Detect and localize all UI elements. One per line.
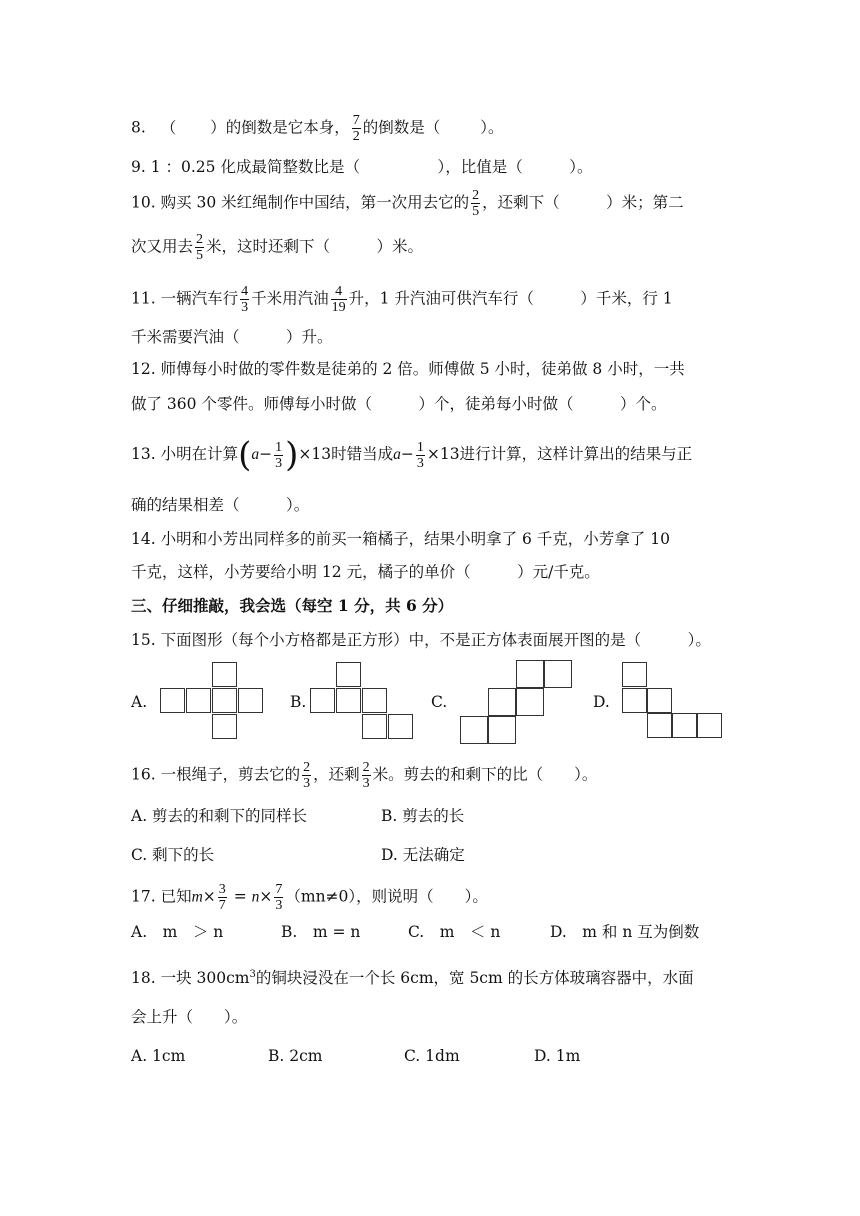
question-8: 8. （ ）的倒数是它本身， $\frac{7}{2}$ 的倒数是（ ）。 [131,113,504,144]
net-figure-d[interactable] [622,662,722,740]
q17-option-a[interactable]: A. m ＞ n [131,923,224,941]
fraction-2-5: $\frac{2}{5}$ [472,188,480,219]
fraction-1-3: $\frac{1}{3}$ [416,439,424,471]
q17-option-c[interactable]: C. m ＜ n [408,923,501,941]
question-13-line-2: 确的结果相差（ ）。 [131,496,310,514]
question-18-line-2: 会上升（ ）。 [131,1008,248,1026]
fraction-2-5: $\frac{2}{5}$ [196,232,204,263]
fraction-3-7: $\frac{3}{7}$ [218,882,226,913]
q17-option-d[interactable]: D. m 和 n 互为倒数 [550,923,700,941]
question-17: 17. 已知m× $\frac{3}{7}$ = n× $\frac{7}{3}$ （mn≠0），则说明（ ）。 [131,882,488,913]
fraction-7-3: $\frac{7}{3}$ [275,882,283,913]
fraction-7-2: $\frac{7}{2}$ [352,113,360,144]
question-18-line-1: 18. 一块 $300cm^3$的铜块浸没在一个长 6cm，宽 5cm 的长方体玻璃容器中，水面 [131,969,694,988]
fraction-1-3: $\frac{1}{3}$ [275,439,283,471]
q18-option-c[interactable]: C. 1dm [404,1047,460,1065]
question-9: 9. 1 ：0.25 化成最简整数比是（ ），比值是（ ）。 [131,158,593,176]
question-11-line-1: 11. 一辆汽车行 $\frac{4}{3}$ 千米用汽油 $\frac{4}{19}$ 升，1 升汽油可供汽车行（ ）千米，行 1 [131,284,673,315]
fraction-2-3: $\frac{2}{3}$ [303,760,311,791]
section-3-title: 三、仔细推敲，我会选（每空 1 分，共 6 分） [131,596,454,615]
q18-option-b[interactable]: B. 2cm [268,1047,323,1065]
q16-option-b[interactable]: B. 剪去的长 [381,807,465,825]
question-12-line-1: 12. 师傅每小时做的零件数是徒弟的 2 倍。师傅做 5 小时，徒弟做 8 小时，一共 [131,360,685,378]
q18-option-d[interactable]: D. 1m [534,1047,581,1065]
option-d-label[interactable]: D. [593,693,610,711]
option-c-label[interactable]: C. [431,693,448,711]
fraction-4-19: $\frac{4}{19}$ [331,284,346,315]
q18-option-a[interactable]: A. 1cm [131,1047,186,1065]
question-11-line-2: 千米需要汽油（ ）升。 [131,328,333,346]
option-a-label[interactable]: A. [131,693,148,711]
q16-option-a[interactable]: A. 剪去的和剩下的同样长 [131,807,308,825]
question-14-line-1: 14. 小明和小芳出同样多的前买一箱橘子，结果小明拿了 6 千克，小芳拿了 10 [131,530,670,548]
question-12-line-2: 做了 360 个零件。师傅每小时做（ ）个，徒弟每小时做（ ）个。 [131,395,667,413]
q16-option-d[interactable]: D. 无法确定 [381,846,465,864]
q17-option-b[interactable]: B. m = n [281,923,361,941]
question-15: 15. 下面图形（每个小方格都是正方形）中，不是正方体表面展开图的是（ ）。 [131,631,711,649]
question-14-line-2: 千克，这样，小芳要给小明 12 元，橘子的单价（ ）元/千克。 [131,563,600,581]
question-13-line-1: 13. 小明在计算(a− $\frac{1}{3}$ )×13时错当成a− $\frac{1}{3}$ ×13进行计算，这样计算出的结果与正 [131,435,693,475]
net-figure-a[interactable] [160,662,265,740]
net-figure-c[interactable] [460,660,575,744]
question-16: 16. 一根绳子，剪去它的 $\frac{2}{3}$ ，还剩 $\frac{2}{3}$ 米。剪去的和剩下的比（ ）。 [131,760,598,791]
question-10-line-1: 10. 购买 30 米红绳制作中国结，第一次用去它的 $\frac{2}{5}$ ，还剩下（ ）米；第二 [131,188,684,219]
option-b-label[interactable]: B. [290,693,307,711]
fraction-4-3: $\frac{4}{3}$ [241,284,249,315]
question-10-line-2: 次又用去 $\frac{2}{5}$ 米，这时还剩下（ ）米。 [131,232,424,263]
net-figure-b[interactable] [310,662,415,740]
q16-option-c[interactable]: C. 剩下的长 [131,846,215,864]
fraction-2-3: $\frac{2}{3}$ [362,760,370,791]
